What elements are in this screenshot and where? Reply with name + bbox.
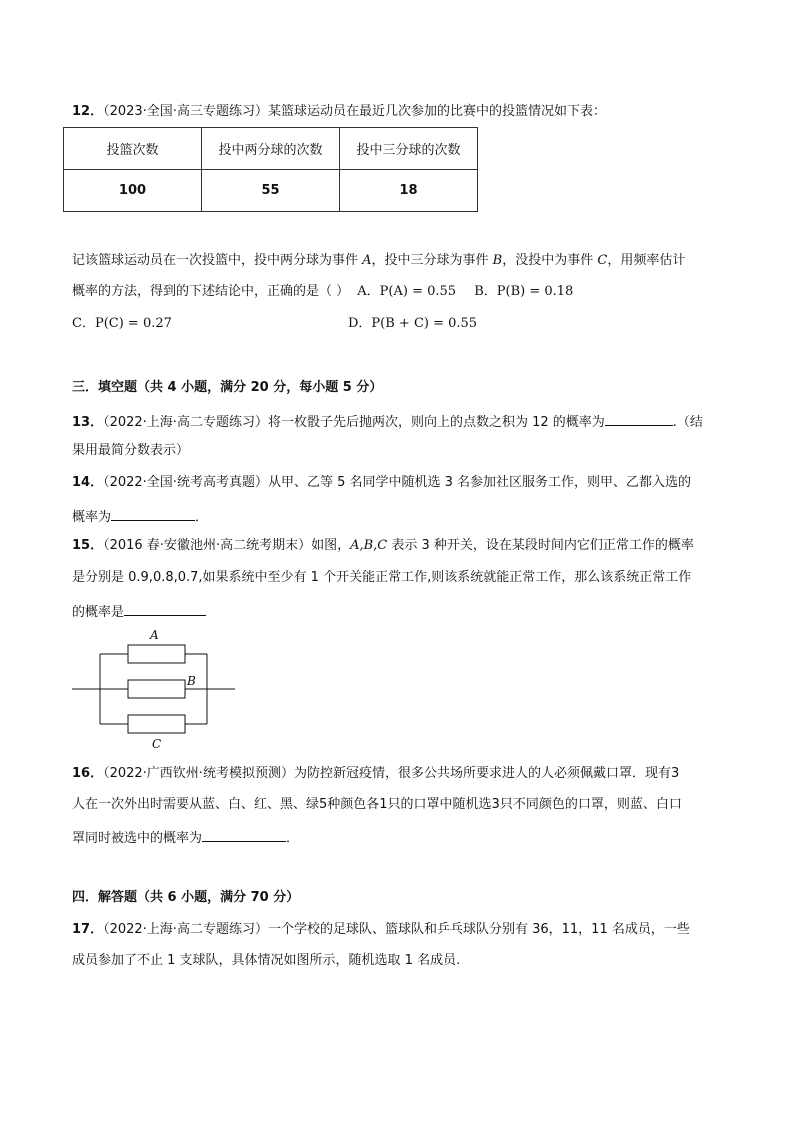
table-header: 投中三分球的次数 [340, 128, 478, 170]
switch-c-box [128, 715, 185, 733]
q12-prompt: 概率的方法，得到的下述结论中，正确的是（ ） [72, 284, 350, 299]
q16-answer-blank[interactable] [202, 827, 286, 842]
q13-source: （2022·上海·高二专题练习） [103, 415, 268, 430]
q17-line1 [72, 921, 690, 939]
q17-number: 17． [72, 922, 104, 937]
q15-text2: 表示 3 种开关，设在某段时间内它们正常工作的概率 [387, 538, 694, 553]
option-d: D．P(B + C) = 0.55 [348, 316, 478, 331]
table-header-row [64, 128, 478, 170]
switch-b-label: B [187, 674, 196, 688]
q12-line4-d [348, 315, 477, 333]
q13-tail: .（结 [672, 415, 703, 430]
q12-line3 [72, 283, 573, 301]
switch-circuit-diagram [72, 628, 242, 752]
q12-line1 [72, 103, 606, 121]
table-cell: 18 [340, 170, 478, 212]
option-c: C．P(C) = 0.27 [72, 316, 172, 331]
table-cell: 100 [64, 170, 202, 212]
q12-line2 [72, 252, 685, 270]
q16-text3: 罩同时被选中的概率为 [72, 831, 203, 846]
q12-text: 某篮球运动员在最近几次参加的比赛中的投篮情况如下表： [267, 104, 606, 119]
q13-number: 13． [72, 415, 104, 430]
q15-line1 [72, 537, 694, 555]
q13-line1 [72, 411, 703, 432]
q14-tail: ． [195, 510, 209, 525]
q15-line3 [72, 601, 206, 622]
table-header: 投篮次数 [64, 128, 202, 170]
q14-line2 [72, 506, 208, 527]
q12-text-d: ，用频率估计 [607, 253, 686, 268]
option-b: B．P(B) = 0.18 [474, 284, 574, 299]
event-c: C [597, 253, 608, 268]
switch-c-label: C [152, 737, 162, 751]
table-row [64, 170, 478, 212]
q16-line2: 人在一次外出时需要从蓝、白、红、黑、绿5种颜色各1只的口罩中随机选3只不同颜色的口罩，则蓝、白口 [72, 797, 682, 812]
q12-line4 [72, 315, 172, 333]
q14-answer-blank[interactable] [111, 506, 195, 521]
q16-number: 16． [72, 766, 104, 781]
q17-line2: 成员参加了不止 1 支球队，具体情况如图所示，随机选取 1 名成员. [72, 953, 461, 968]
event-b: B [492, 253, 503, 268]
q15-number: 15． [72, 538, 104, 553]
q16-text: 为防控新冠疫情，很多公共场所要求进人的人必须佩戴口罩．现有3 [293, 766, 680, 781]
section-4-heading: 四．解答题（共 6 小题，满分 70 分） [72, 890, 300, 905]
switch-b-box [128, 680, 185, 698]
q14-number: 14． [72, 475, 104, 490]
q15-vars: A,B,C [350, 538, 388, 553]
q16-line3 [72, 827, 299, 848]
q12-text-c: ，没投中为事件 [502, 253, 598, 268]
section-3-heading: 三．填空题（共 4 小题，满分 20 分，每小题 5 分） [72, 380, 383, 395]
q15-text3: 的概率是 [72, 605, 125, 620]
shot-table [63, 127, 478, 212]
q14-text2: 概率为 [72, 510, 112, 525]
q14-line1 [72, 474, 691, 492]
table-header: 投中两分球的次数 [202, 128, 340, 170]
q13-answer-blank[interactable] [605, 411, 673, 426]
q16-line1 [72, 765, 679, 783]
q13-text: 将一枚骰子先后抛两次，则向上的点数之积为 12 的概率为 [267, 415, 605, 430]
q14-text: 从甲、乙等 5 名同学中随机选 3 名参加社区服务工作，则甲、乙都入选的 [267, 475, 692, 490]
q17-source: （2022·上海·高二专题练习） [103, 922, 268, 937]
q16-tail: ． [286, 831, 300, 846]
q12-text-a: 记该篮球运动员在一次投篮中，投中两分球为事件 [72, 253, 363, 268]
switch-a-label: A [150, 628, 159, 642]
q12-source: （2023·全国·高三专题练习） [103, 104, 268, 119]
switch-a-box [128, 645, 185, 663]
event-a: A [362, 253, 372, 268]
q16-source: （2022·广西钦州·统考模拟预测） [103, 766, 294, 781]
q15-source: （2016 春·安徽池州·高二统考期末） [103, 538, 312, 553]
q15-answer-blank[interactable] [124, 601, 206, 616]
table-cell: 55 [202, 170, 340, 212]
q15-line2: 是分别是 0.9,0.8,0.7,如果系统中至少有 1 个开关能正常工作,则该系统就能正常工作，那么该系统正常工作 [72, 570, 692, 585]
q13-line2: 果用最简分数表示） [72, 443, 190, 458]
q15-text1: 如图， [311, 538, 351, 553]
q17-text: 一个学校的足球队、篮球队和乒乓球队分别有 36，11，11 名成员，一些 [267, 922, 690, 937]
q12-number: 12． [72, 104, 104, 119]
option-a: A．P(A) = 0.55 [357, 284, 457, 299]
q14-source: （2022·全国·统考高考真题） [103, 475, 268, 490]
q12-text-b: ，投中三分球为事件 [371, 253, 493, 268]
